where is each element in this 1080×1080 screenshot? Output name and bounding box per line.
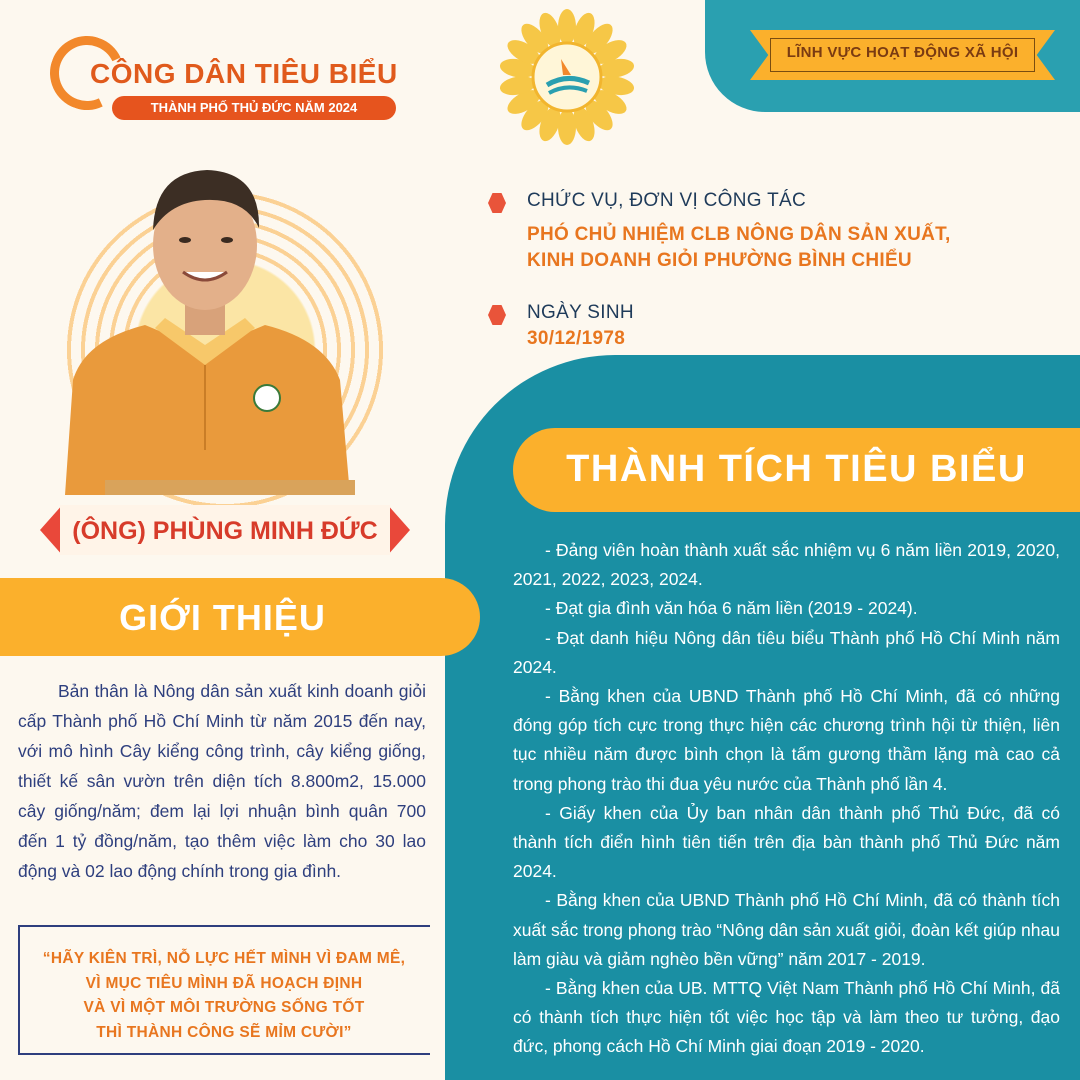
position-value-line2: KINH DOANH GIỎI PHƯỜNG BÌNH CHIỂU [527, 250, 912, 271]
logo-subtitle: THÀNH PHỐ THỦ ĐỨC NĂM 2024 [112, 96, 396, 120]
achievement-item: - Giấy khen của Ủy ban nhân dân thành phố Thủ Đức, đã có thành tích điển hình tiên tiến trên địa bàn thành phố Thủ Đức năm 2024. [513, 802, 1060, 882]
logo-title: CÔNG DÂN TIÊU BIỂU [90, 58, 398, 89]
quote-line: VÀ VÌ MỘT MÔI TRƯỜNG SỐNG TỐT [83, 999, 365, 1016]
person-name: (ÔNG) PHÙNG MINH ĐỨC [72, 517, 378, 545]
quote [18, 947, 430, 1045]
achievements-list [513, 536, 1060, 1062]
position-value-line1: PHÓ CHỦ NHIỆM CLB NÔNG DÂN SẢN XUẤT, [527, 224, 951, 245]
achievement-item: - Bằng khen của UB. MTTQ Việt Nam Thành phố Hồ Chí Minh, đã có thành tích thực hiện tốt việc học tập và làm theo tư tưởng, đạo đức, phong cách Hồ Chí Minh giai đoạn 2019 - 2020. [513, 978, 1060, 1057]
achievement-item: - Bằng khen của UBND Thành phố Hồ Chí Minh, đã có thành tích xuất sắc trong phong trào “Nông dân sản xuất giỏi, đoàn kết giúp nhau làm giàu và giảm nghèo bền vững” năm 2017 - 2019. [513, 890, 1060, 969]
quote-line: “HÃY KIÊN TRÌ, NỖ LỰC HẾT MÌNH VÌ ĐAM MÊ, [42, 950, 406, 967]
intro-title: GIỚI THIỆU [119, 597, 326, 638]
hexagon-bullet-icon [488, 193, 506, 213]
achievement-item: - Đảng viên hoàn thành xuất sắc nhiệm vụ 6 năm liền 2019, 2020, 2021, 2022, 2023, 2024. [513, 540, 1060, 590]
hexagon-bullet-icon [488, 305, 506, 325]
birth-value: 30/12/1978 [527, 328, 626, 349]
position-label: CHỨC VỤ, ĐƠN VỊ CÔNG TÁC [527, 190, 806, 211]
birth-label: NGÀY SINH [527, 302, 634, 323]
sunflower-emblem-icon [498, 8, 636, 146]
quote-line: VÌ MỤC TIÊU MÌNH ĐÃ HOẠCH ĐỊNH [85, 974, 363, 992]
field-label: LĨNH VỰC HOẠT ĐỘNG XÃ HỘI [786, 44, 1019, 61]
achievement-item: - Đạt gia đình văn hóa 6 năm liền (2019 - 2024). [545, 598, 918, 619]
achievements-title: THÀNH TÍCH TIÊU BIỂU [566, 448, 1027, 490]
achievement-item: - Đạt danh hiệu Nông dân tiêu biểu Thành phố Hồ Chí Minh năm 2024. [513, 627, 1060, 677]
intro-text: Bản thân là Nông dân sản xuất kinh doanh giỏi cấp Thành phố Hồ Chí Minh từ năm 2015 đến nay, với mô hình Cây kiểng công trình, cây kiểng giống, thiết kế sân vườn trên diện tích 8.800m2, 15.000 cây giống/năm; đem lại lợi nhuận bình quân 700 đến 1 tỷ đồng/năm, tạo thêm việc làm cho 30 lao động và 02 lao động chính trong gia đình. [18, 681, 426, 881]
achievement-item: - Bằng khen của UBND Thành phố Hồ Chí Minh, đã có những đóng góp tích cực trong thực hiện các chương trình hội từ thiện, liên tục nhiều năm được bình chọn là tấm gương thầm lặng mà cao cả trong phong trào thi đua yêu nước của Thành phố lần 4. [513, 686, 1060, 794]
quote-line: THÌ THÀNH CÔNG SẼ MỈM CƯỜI” [96, 1023, 352, 1041]
portrait-image [55, 150, 355, 495]
